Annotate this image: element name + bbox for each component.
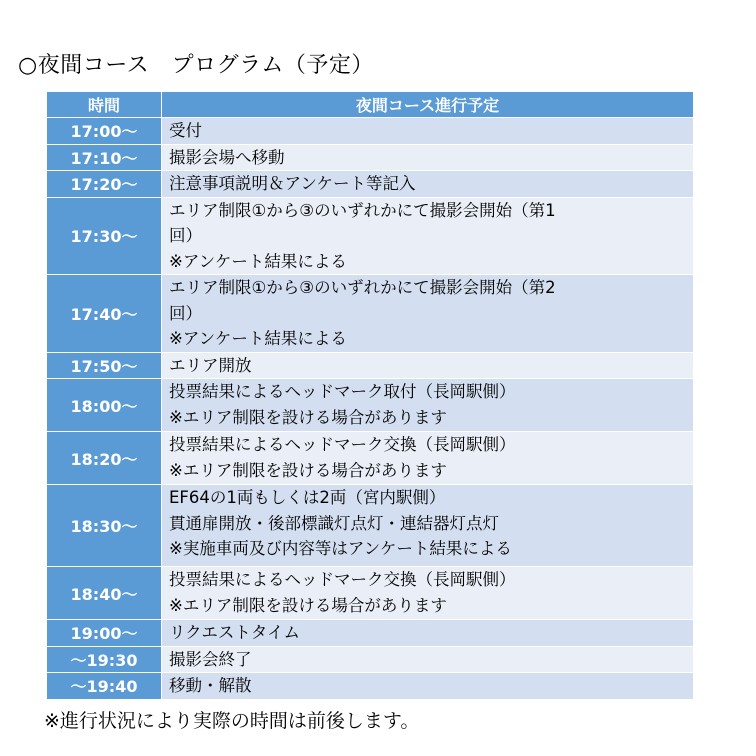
table-row bbox=[47, 275, 694, 353]
program-line: 受付 bbox=[169, 121, 202, 140]
table-row bbox=[47, 646, 694, 673]
program-line: ※実施車両及び内容等はアンケート結果による bbox=[169, 539, 512, 558]
table-row bbox=[47, 171, 694, 198]
time-cell: 18:20～ bbox=[47, 432, 162, 485]
program-cell bbox=[162, 171, 694, 198]
program-line: 撮影会終了 bbox=[169, 649, 252, 669]
program-line: 投票結果によるヘッドマーク交換（長岡駅側） bbox=[169, 570, 516, 589]
table-header-row bbox=[47, 92, 694, 118]
footnote: ※進行状況により実際の時間は前後します。 bbox=[44, 710, 420, 732]
program-cell bbox=[162, 197, 694, 275]
program-cell bbox=[162, 620, 694, 647]
program-cell bbox=[162, 673, 694, 700]
header-program: 夜間コース進行予定 bbox=[162, 92, 694, 118]
program-cell bbox=[162, 144, 694, 171]
program-line: 注意事項説明＆アンケート等記入 bbox=[169, 174, 416, 193]
time-cell: 17:50～ bbox=[47, 352, 162, 379]
program-line: ※エリア制限を設ける場合があります bbox=[169, 595, 447, 615]
time-cell: ～19:40 bbox=[47, 673, 162, 700]
program-cell bbox=[162, 352, 694, 379]
program-line: 回） bbox=[169, 303, 202, 323]
table-row bbox=[47, 379, 694, 432]
program-line: EF64の1両もしくは2両（宮内駅側） bbox=[169, 488, 446, 507]
program-line: エリア制限①から③のいずれかにて撮影会開始（第1 bbox=[169, 200, 556, 220]
program-line: 投票結果によるヘッドマーク取付（長岡駅側） bbox=[169, 382, 516, 401]
program-cell bbox=[162, 275, 694, 353]
table-row bbox=[47, 620, 694, 647]
program-cell bbox=[162, 485, 694, 567]
time-cell: 19:00～ bbox=[47, 620, 162, 647]
program-cell bbox=[162, 432, 694, 485]
time-cell: 18:00～ bbox=[47, 379, 162, 432]
time-cell: 17:00～ bbox=[47, 118, 162, 145]
table-row bbox=[47, 118, 694, 145]
program-cell bbox=[162, 118, 694, 145]
time-cell: 17:10～ bbox=[47, 144, 162, 171]
program-cell bbox=[162, 379, 694, 432]
time-cell: 18:30～ bbox=[47, 485, 162, 567]
table-row bbox=[47, 144, 694, 171]
program-line: リクエストタイム bbox=[169, 623, 301, 642]
table-row bbox=[47, 485, 694, 567]
program-cell bbox=[162, 646, 694, 673]
program-line: 回） bbox=[169, 226, 202, 245]
schedule-body bbox=[47, 118, 694, 700]
time-cell: ～19:30 bbox=[47, 646, 162, 673]
table-row bbox=[47, 567, 694, 620]
page-title: ○夜間コース プログラム（予定） bbox=[18, 53, 374, 78]
time-cell: 17:20～ bbox=[47, 171, 162, 198]
program-line: 投票結果によるヘッドマーク交換（長岡駅側） bbox=[169, 435, 516, 454]
table-row bbox=[47, 197, 694, 275]
time-cell: 17:40～ bbox=[47, 275, 162, 353]
program-line: ※エリア制限を設ける場合があります bbox=[169, 407, 447, 427]
schedule-table bbox=[46, 91, 694, 700]
program-cell bbox=[162, 567, 694, 620]
table-row bbox=[47, 673, 694, 700]
program-line: ※エリア制限を設ける場合があります bbox=[169, 460, 447, 480]
table-row bbox=[47, 352, 694, 379]
program-line: エリア開放 bbox=[169, 355, 252, 375]
program-line: ※アンケート結果による bbox=[169, 329, 347, 348]
time-cell: 17:30～ bbox=[47, 197, 162, 275]
header-time: 時間 bbox=[47, 92, 162, 118]
program-line: ※アンケート結果による bbox=[169, 251, 347, 271]
program-line: エリア制限①から③のいずれかにて撮影会開始（第2 bbox=[169, 278, 556, 297]
program-line: 貫通扉開放・後部標識灯点灯・連結器灯点灯 bbox=[169, 513, 499, 533]
program-line: 移動・解散 bbox=[169, 676, 252, 695]
time-cell: 18:40～ bbox=[47, 567, 162, 620]
table-row bbox=[47, 432, 694, 485]
program-line: 撮影会場へ移動 bbox=[169, 147, 285, 167]
